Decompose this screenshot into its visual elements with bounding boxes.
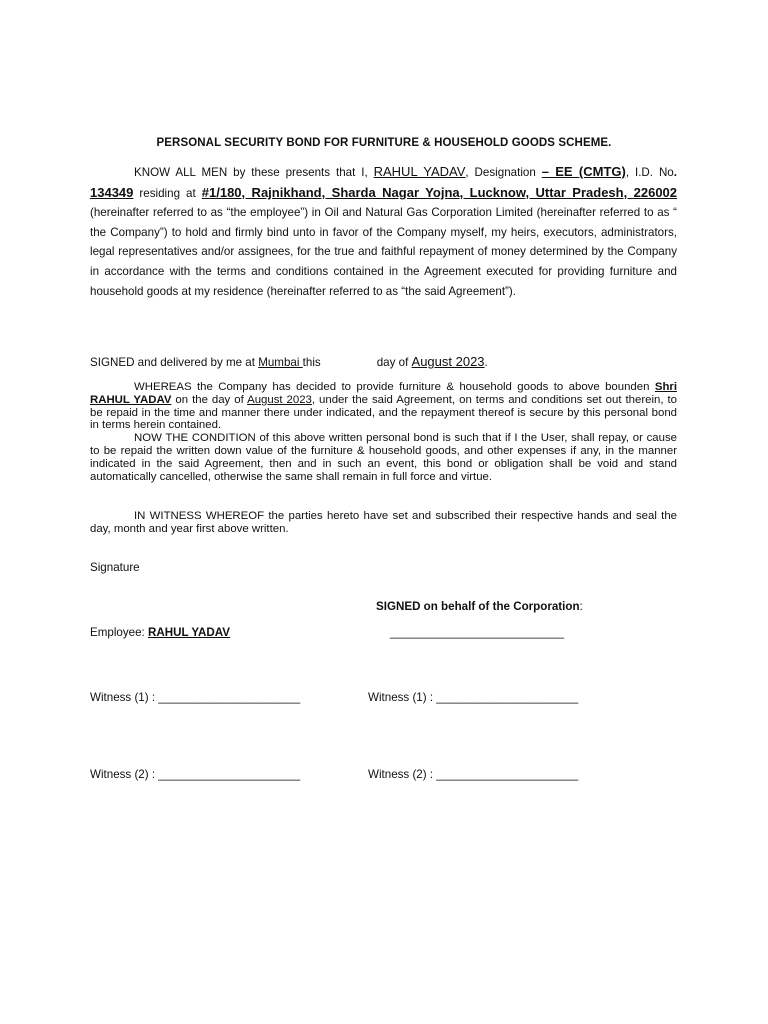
intro-text-1: KNOW ALL MEN by these presents that I, — [134, 166, 374, 179]
witness-section — [90, 510, 677, 536]
whereas-date: August 2023 — [247, 393, 312, 406]
intro-text-5: (hereinafter referred to as “the employee”) in Oil and Natural Gas Corporation Limited (hereinafter referred to as “ the Company”) to hold and firmly bind unto in favor of the Company myself, my heirs, executors, administrators, legal representatives and/or assignees, for the true and faithful repayment of money determined by the Company in accordance with the terms and conditions contained in the Agreement executed for providing furniture and household goods at my residence (hereinafter referred to as “the said Agreement”). — [90, 206, 677, 298]
signed-text-1: SIGNED and delivered by me at — [90, 356, 259, 369]
employee-label: Employee: — [90, 626, 148, 639]
intro-text-4: residing at — [133, 186, 202, 200]
witness-1-right: Witness (1) : ______________________ — [368, 691, 579, 704]
corporation-signature-line: ___________________________ — [390, 626, 565, 639]
intro-text-2: , Designation — [465, 166, 542, 179]
intro-text-3: , I.D. No — [625, 166, 674, 179]
witness-2-right: Witness (2) : ______________________ — [368, 768, 579, 781]
whereas-section — [90, 381, 677, 483]
employee-signature-name: RAHUL YADAV — [148, 626, 231, 639]
document-title: PERSONAL SECURITY BOND FOR FURNITURE & HOUSEHOLD GOODS SCHEME. — [156, 137, 612, 149]
witness-2-left: Witness (2) : ______________________ — [90, 768, 301, 781]
signed-text-2: this — [302, 356, 321, 369]
corporation-signed-text: SIGNED on behalf of the Corporation — [376, 600, 580, 613]
witness-1-left: Witness (1) : ______________________ — [90, 691, 301, 704]
signature-label: Signature — [90, 561, 140, 574]
signing-date: August 2023 — [411, 354, 485, 369]
employee-id: 134349 — [90, 184, 134, 200]
signed-delivered-line — [90, 354, 677, 371]
id-dot: . — [673, 166, 677, 179]
witness-paragraph: IN WITNESS WHEREOF the parties hereto have set and subscribed their respective hands and seal the day, month and year first above written. — [90, 510, 677, 535]
condition-paragraph: NOW THE CONDITION of this above written personal bond is such that if I the User, shall repay, or cause to be repaid the written down value of the furniture & household goods, and other expenses if any, in the manner indicated in the said Agreement, then and in such an event, this bond or obligation shall be void and stand automatically cancelled, otherwise the same shall remain in full force and virtue. — [90, 432, 677, 483]
employee-name: RAHUL YADAV — [373, 164, 466, 179]
whereas-name: Shri RAHUL YADAV — [90, 381, 677, 406]
employee-line — [90, 626, 230, 639]
corporation-signed-colon: : — [579, 600, 583, 613]
designation: – EE (CMTG) — [541, 164, 626, 179]
signing-place: Mumbai — [258, 356, 303, 369]
employee-address: #1/180, Rajnikhand, Sharda Nagar Yojna, Lucknow, Uttar Pradesh, 226002 — [201, 184, 678, 200]
whereas-paragraph — [90, 381, 677, 432]
intro-paragraph — [90, 162, 677, 301]
whereas-text-1: WHEREAS the Company has decided to provide furniture & household goods to above bounden — [134, 381, 655, 393]
signed-text-3: day of — [376, 356, 412, 369]
whereas-text-2: on the day of — [171, 393, 248, 406]
signed-text-4: . — [484, 356, 488, 369]
whereas-text-3: , under the said Agreement, on terms and conditions set out therein, to be repaid in the time and manner there under indicated, and the repayment thereof is secure by this personal bond in terms herein contained. — [90, 393, 677, 432]
corporation-signed-label — [376, 600, 583, 613]
